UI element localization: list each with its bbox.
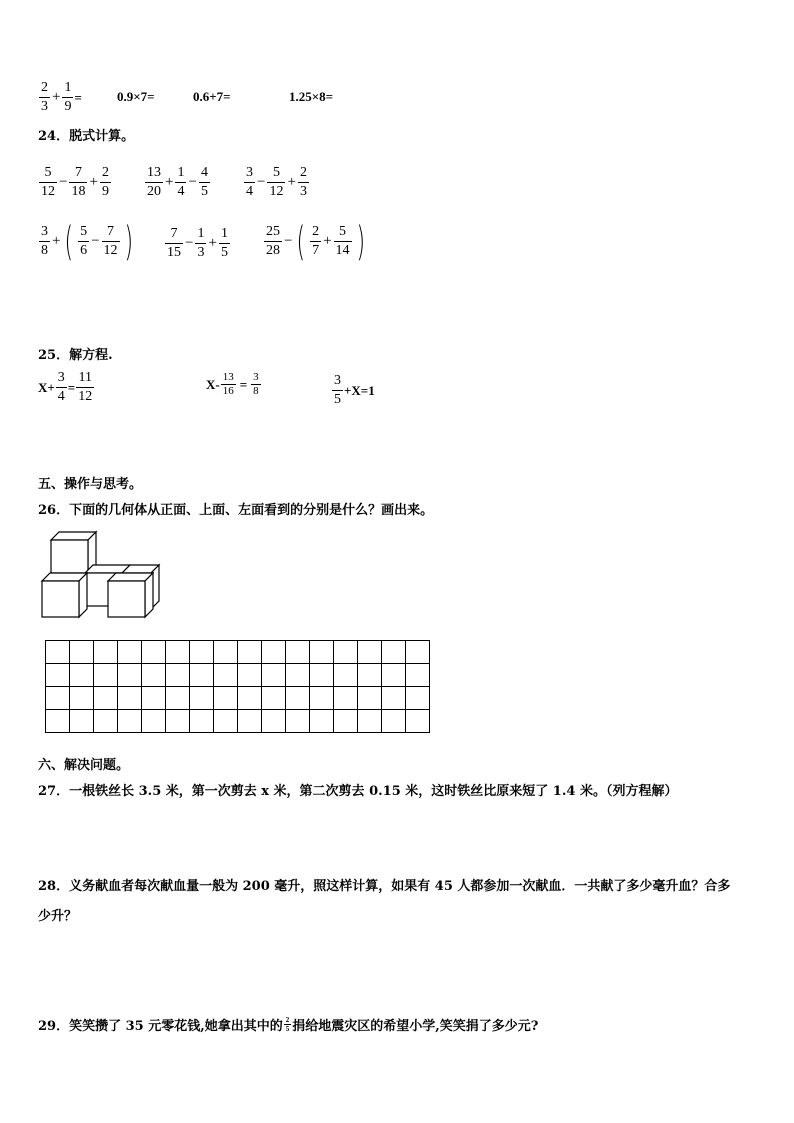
section-6-heading: 六、解决问题。: [38, 758, 130, 773]
cube-figure: [38, 528, 168, 620]
q25-title: 25．解方程.: [38, 348, 113, 363]
q24-expr-6: $\frac{25}{28}$ − ( $\frac{2}{7}$ + $\frac{5}{14}$ ): [266, 218, 365, 265]
q25-equation-1: X+ $\frac{3}{4}$ = $\frac{11}{12}$: [38, 370, 93, 404]
q24-expr-3: $\frac{3}{4}$ − $\frac{5}{12}$ + $\frac{2}{3}$: [246, 165, 307, 199]
q27-text: 27．一根铁丝长 3.5 米，第一次剪去 x 米，第二次剪去 0.15 米，这时铁丝比原来短了 1.4 米。（列方程解）: [38, 784, 678, 799]
q28-text-line2: 少升？: [38, 909, 78, 924]
fraction: $\frac{2}{3}$: [41, 80, 48, 114]
q24-title: 24．脱式计算。: [38, 129, 135, 144]
fraction: $\frac{2}{5}$: [285, 1016, 290, 1033]
top-row-expr-4: 1.25×8=: [289, 89, 334, 104]
top-row-expr-2: 0.9×7=: [117, 89, 155, 104]
q29-text: 29．笑笑攒了 35 元零花钱,她拿出其中的 $\frac{2}{5}$ 捐给地震灾区的希望小学,笑笑捐了多少元?: [38, 1016, 539, 1034]
q24-expr-1: $\frac{5}{12}$ − $\frac{7}{18}$ + $\frac{2}{9}$: [41, 165, 109, 199]
q24-expr-5: $\frac{7}{15}$ − $\frac{1}{3}$ + $\frac{1}{5}$: [167, 226, 228, 260]
q24-expr-4: $\frac{3}{8}$ + ( $\frac{5}{6}$ − $\frac{7}{12}$ ): [41, 218, 133, 265]
top-row-expr-1: $\frac{2}{3}$ + $\frac{1}{9}$ =: [41, 80, 82, 114]
top-row-expr-3: 0.6+7=: [193, 89, 231, 104]
q25-equation-3: $\frac{3}{5}$ +X=1: [334, 373, 375, 407]
q26-text: 26．下面的几何体从正面、上面、左面看到的分别是什么？画出来。: [38, 503, 434, 518]
q25-equation-2: X- $\frac{13}{16}$ = $\frac{3}{8}$: [206, 371, 259, 397]
section-5-heading: 五、操作与思考。: [38, 477, 143, 492]
q24-expr-2: $\frac{13}{20}$ + $\frac{1}{4}$ − $\frac{4}{5}$: [147, 165, 208, 199]
fraction: $\frac{1}{9}$: [64, 80, 72, 114]
drawing-grid[interactable]: [45, 640, 430, 733]
q28-text-line1: 28．义务献血者每次献血量一般为 200 毫升，照这样计算，如果有 45 人都参加一次献血．一共献了多少毫升血？合多: [38, 879, 731, 894]
cube-front-face: [51, 540, 88, 573]
